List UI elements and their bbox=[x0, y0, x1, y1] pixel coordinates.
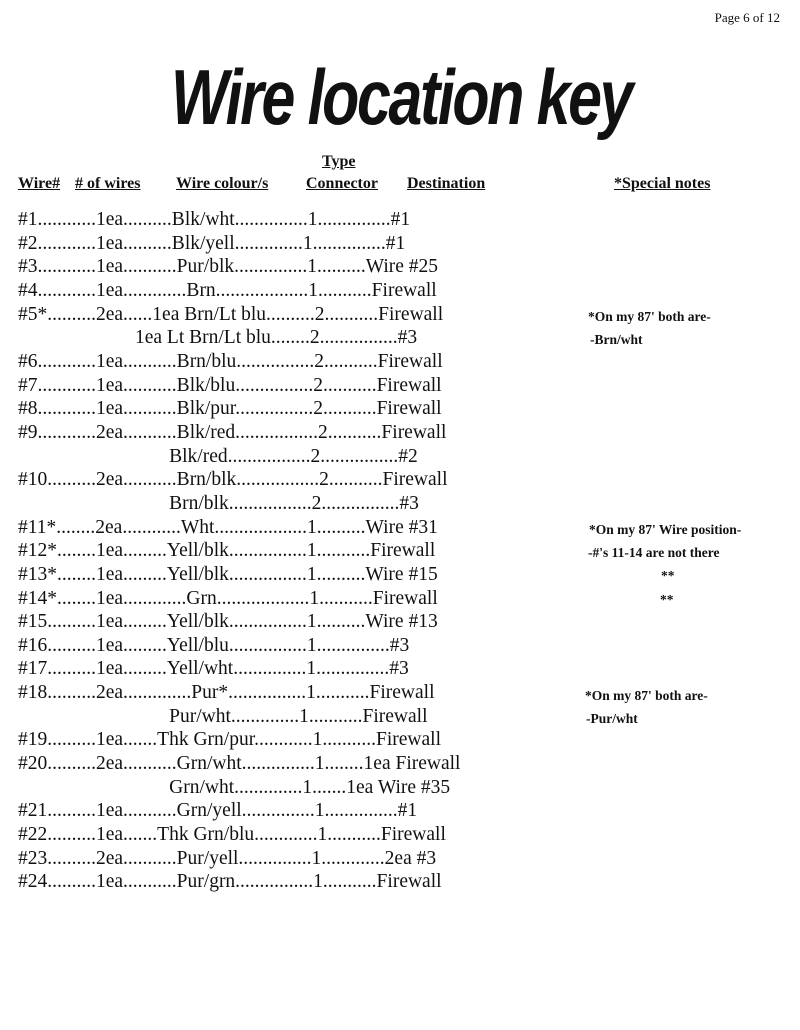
header-wire-number: Wire# bbox=[18, 175, 61, 192]
header-number-of-wires: # of wires bbox=[75, 175, 141, 192]
special-note: -Brn/wht bbox=[590, 332, 643, 347]
header-connector: Connector bbox=[306, 175, 378, 192]
wire-entry: #21..........1ea...........Grn/yell...............1...............#1 bbox=[18, 800, 418, 822]
special-note: ** bbox=[660, 592, 674, 607]
wire-entry: #20..........2ea...........Grn/wht...............1........1ea Firewall bbox=[18, 753, 461, 775]
wire-entry: #8............1ea...........Blk/pur................2...........Firewall bbox=[18, 398, 442, 420]
special-note: -Pur/wht bbox=[586, 711, 638, 726]
wire-entry: #16..........1ea.........Yell/blu................1...............#3 bbox=[18, 634, 410, 656]
wire-entry: #10..........2ea...........Brn/blk.................2...........Firewall bbox=[18, 469, 448, 491]
special-note: *On my 87' both are- bbox=[585, 688, 708, 703]
wire-entry: #15..........1ea.........Yell/blk................1..........Wire #13 bbox=[18, 611, 438, 633]
wire-entry: #13*........1ea.........Yell/blk................1..........Wire #15 bbox=[18, 563, 438, 585]
wire-entry: #9............2ea...........Blk/red.................2...........Firewall bbox=[18, 421, 447, 443]
wire-entry: #24..........1ea...........Pur/grn................1...........Firewall bbox=[18, 871, 442, 893]
page-number: Page 6 of 12 bbox=[714, 10, 780, 25]
wire-entry: Blk/red.................2................#2 bbox=[18, 445, 418, 467]
wire-entry: #18..........2ea..............Pur*................1...........Firewall bbox=[18, 682, 435, 704]
header-destination: Destination bbox=[407, 175, 486, 192]
special-note: -#'s 11-14 are not there bbox=[588, 545, 720, 560]
wire-entry: #5*..........2ea......1ea Brn/Lt blu..........2...........Firewall bbox=[18, 303, 444, 325]
wire-entry: #6............1ea...........Brn/blu................2...........Firewall bbox=[18, 350, 443, 372]
wire-entry: #14*........1ea.............Grn...................1...........Firewall bbox=[18, 587, 438, 609]
header-special-notes: *Special notes bbox=[614, 175, 711, 192]
wire-entry: #1............1ea..........Blk/wht...............1...............#1 bbox=[18, 209, 411, 230]
wire-entry: #17..........1ea.........Yell/wht...............1...............#3 bbox=[18, 658, 409, 680]
wire-entry: #3............1ea...........Pur/blk...............1..........Wire #25 bbox=[18, 256, 439, 278]
wire-entry: #23..........2ea...........Pur/yell...............1.............2ea #3 bbox=[18, 847, 437, 869]
wire-entry: Brn/blk.................2................#3 bbox=[18, 492, 419, 514]
special-note: *On my 87' both are- bbox=[588, 309, 711, 324]
header-type: Type bbox=[322, 153, 356, 170]
wire-list bbox=[0, 208, 580, 894]
wire-entry: #12*........1ea.........Yell/blk................1...........Firewall bbox=[18, 540, 436, 562]
wire-entry: #19..........1ea.......Thk Grn/pur............1...........Firewall bbox=[18, 729, 441, 751]
wire-entry: #11*........2ea............Wht...................1..........Wire #31 bbox=[18, 516, 438, 538]
wire-entry: #22..........1ea.......Thk Grn/blu.............1...........Firewall bbox=[18, 824, 446, 846]
wire-entry: Pur/wht..............1...........Firewall bbox=[18, 705, 428, 727]
page-title: Wire location key bbox=[171, 53, 632, 141]
wire-entry: #7............1ea...........Blk/blu................2...........Firewall bbox=[18, 374, 442, 396]
wire-entry: 1ea Lt Brn/Lt blu........2................#3 bbox=[18, 327, 418, 349]
wire-entry: #4............1ea.............Brn...................1...........Firewall bbox=[18, 279, 437, 301]
special-note: ** bbox=[661, 568, 675, 583]
header-wire-colour: Wire colour/s bbox=[176, 175, 269, 192]
wire-entry: Grn/wht..............1.......1ea Wire #35 bbox=[18, 776, 451, 798]
special-note: *On my 87' Wire position- bbox=[589, 522, 742, 537]
wire-entry: #2............1ea..........Blk/yell..............1...............#1 bbox=[18, 232, 406, 254]
